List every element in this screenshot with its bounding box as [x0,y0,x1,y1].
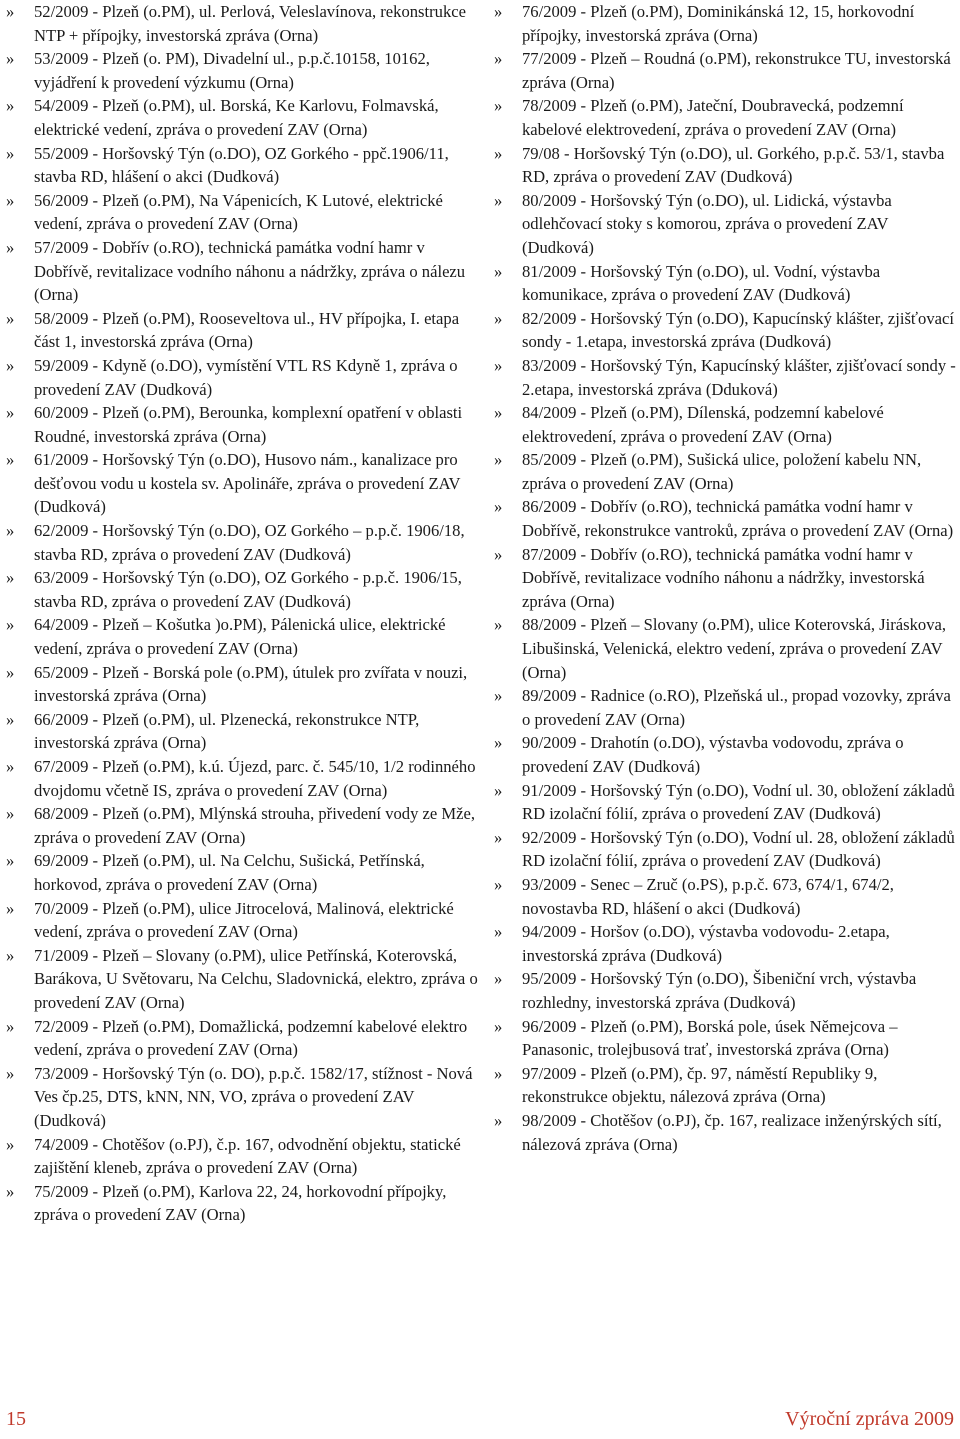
report-entry: » 61/2009 - Horšovský Týn (o.DO), Husovo nám., kanalizace pro dešťovou vodu u kostela sv. Apolináře, zpráva o provedení ZAV (Dudková) [0,448,478,519]
report-entry: » 97/2009 - Plzeň (o.PM), čp. 97, náměstí Republiky 9, rekonstrukce objektu, nálezová zpráva (Orna) [488,1062,960,1109]
report-entry: » 83/2009 - Horšovský Týn, Kapucínský klášter, zjišťovací sondy - 2.etapa, investorská zpráva (Dduková) [488,354,960,401]
report-entry: » 72/2009 - Plzeň (o.PM), Domažlická, podzemní kabelové elektro vedení, zpráva o provedení ZAV (Orna) [0,1015,478,1062]
report-entry: » 96/2009 - Plzeň (o.PM), Borská pole, úsek Němejcova – Panasonic, trolejbusová trať, investorská zpráva (Orna) [488,1015,960,1062]
report-entry: » 84/2009 - Plzeň (o.PM), Dílenská, podzemní kabelové elektrovedení, zpráva o provedení ZAV (Orna) [488,401,960,448]
report-entry: » 63/2009 - Horšovský Týn (o.DO), OZ Gorkého - p.p.č. 1906/15, stavba RD, zpráva o provedení ZAV (Dudková) [0,566,478,613]
report-entry: » 95/2009 - Horšovský Týn (o.DO), Šibeniční vrch, výstavba rozhledny, investorská zpráva (Dudková) [488,967,960,1014]
report-entry: » 53/2009 - Plzeň (o. PM), Divadelní ul., p.p.č.10158, 10162, vyjádření k provedení výzkumu (Orna) [0,47,478,94]
report-entry: » 77/2009 - Plzeň – Roudná (o.PM), rekonstrukce TU, investorská zpráva (Orna) [488,47,960,94]
report-entry: » 66/2009 - Plzeň (o.PM), ul. Plzenecká, rekonstrukce NTP, investorská zpráva (Orna) [0,708,478,755]
report-entry: » 73/2009 - Horšovský Týn (o. DO), p.p.č. 1582/17, stížnost - Nová Ves čp.25, DTS, kNN, NN, VO, zpráva o provedení ZAV (Dudková) [0,1062,478,1133]
report-entry: » 55/2009 - Horšovský Týn (o.DO), OZ Gorkého - ppč.1906/11, stavba RD, hlášení o akci (Dudková) [0,142,478,189]
right-column-list [488,0,960,1156]
report-entry: » 98/2009 - Chotěšov (o.PJ), čp. 167, realizace inženýrských sítí, nálezová zpráva (Orna) [488,1109,960,1156]
report-entry: » 93/2009 - Senec – Zruč (o.PS), p.p.č. 673, 674/1, 674/2, novostavba RD, hlášení o akci (Dudková) [488,873,960,920]
report-entry: » 90/2009 - Drahotín (o.DO), výstavba vodovodu, zpráva o provedení ZAV (Dudková) [488,731,960,778]
report-entry: » 89/2009 - Radnice (o.RO), Plzeňská ul., propad vozovky, zpráva o provedení ZAV (Orna) [488,684,960,731]
report-entry: » 81/2009 - Horšovský Týn (o.DO), ul. Vodní, výstavba komunikace, zpráva o provedení ZAV (Dudková) [488,260,960,307]
footer-title: Výroční zpráva 2009 [785,1408,954,1430]
report-entry: » 58/2009 - Plzeň (o.PM), Rooseveltova ul., HV přípojka, I. etapa část 1, investorská zpráva (Orna) [0,307,478,354]
report-entry: » 67/2009 - Plzeň (o.PM), k.ú. Újezd, parc. č. 545/10, 1/2 rodinného dvojdomu včetně IS, zpráva o provedení ZAV (Orna) [0,755,478,802]
report-entry: » 94/2009 - Horšov (o.DO), výstavba vodovodu- 2.etapa, investorská zpráva (Dudková) [488,920,960,967]
report-entry: » 68/2009 - Plzeň (o.PM), Mlýnská strouha, přivedení vody ze Mže, zpráva o provedení ZAV (Orna) [0,802,478,849]
report-entry: » 69/2009 - Plzeň (o.PM), ul. Na Celchu, Sušická, Petřínská, horkovod, zpráva o provedení ZAV (Orna) [0,849,478,896]
report-entry: » 71/2009 - Plzeň – Slovany (o.PM), ulice Petřínská, Koterovská, Barákova, U Světovaru, Na Celchu, Sladovnická, elektro, zpráva o provedení ZAV (Orna) [0,944,478,1015]
report-entry: » 74/2009 - Chotěšov (o.PJ), č.p. 167, odvodnění objektu, statické zajištění kleneb, zpráva o provedení ZAV (Orna) [0,1133,478,1180]
report-entry: » 60/2009 - Plzeň (o.PM), Berounka, komplexní opatření v oblasti Roudné, investorská zpráva (Orna) [0,401,478,448]
report-entry: » 85/2009 - Plzeň (o.PM), Sušická ulice, položení kabelu NN, zpráva o provedení ZAV (Orna) [488,448,960,495]
report-entry: » 57/2009 - Dobřív (o.RO), technická památka vodní hamr v Dobřívě, revitalizace vodního náhonu a nádržky, zpráva o nálezu (Orna) [0,236,478,307]
report-entry: » 87/2009 - Dobřív (o.RO), technická památka vodní hamr v Dobřívě, revitalizace vodního náhonu a nádržky, investorská zpráva (Orna) [488,543,960,614]
report-entry: » 79/08 - Horšovský Týn (o.DO), ul. Gorkého, p.p.č. 53/1, stavba RD, zpráva o provedení ZAV (Dudková) [488,142,960,189]
report-entry: » 56/2009 - Plzeň (o.PM), Na Vápenicích, K Lutové, elektrické vedení, zpráva o provedení ZAV (Orna) [0,189,478,236]
left-column-list [0,0,478,1227]
report-entry: » 62/2009 - Horšovský Týn (o.DO), OZ Gorkého – p.p.č. 1906/18, stavba RD, zpráva o provedení ZAV (Dudková) [0,519,478,566]
report-entry: » 75/2009 - Plzeň (o.PM), Karlova 22, 24, horkovodní přípojky, zpráva o provedení ZAV (Orna) [0,1180,478,1227]
report-entry: » 52/2009 - Plzeň (o.PM), ul. Perlová, Veleslavínova, rekonstrukce NTP + přípojky, investorská zpráva (Orna) [0,0,478,47]
report-entry: » 64/2009 - Plzeň – Košutka )o.PM), Pálenická ulice, elektrické vedení, zpráva o provedení ZAV (Orna) [0,613,478,660]
report-entry: » 65/2009 - Plzeň - Borská pole (o.PM), útulek pro zvířata v nouzi, investorská zpráva (Orna) [0,661,478,708]
report-entry: » 88/2009 - Plzeň – Slovany (o.PM), ulice Koterovská, Jiráskova, Libušinská, Velenická, elektro vedení, zpráva o provedení ZAV (Orna) [488,613,960,684]
report-entry: » 78/2009 - Plzeň (o.PM), Jateční, Doubravecká, podzemní kabelové elektrovedení, zpráva o provedení ZAV (Orna) [488,94,960,141]
report-entry: » 76/2009 - Plzeň (o.PM), Dominikánská 12, 15, horkovodní přípojky, investorská zpráva (Orna) [488,0,960,47]
report-entry: » 91/2009 - Horšovský Týn (o.DO), Vodní ul. 30, obložení základů RD izolační fólií, zpráva o provedení ZAV (Dudková) [488,779,960,826]
report-entry: » 92/2009 - Horšovský Týn (o.DO), Vodní ul. 28, obložení základů RD izolační fólií, zpráva o provedení ZAV (Dudková) [488,826,960,873]
report-entry: » 86/2009 - Dobřív (o.RO), technická památka vodní hamr v Dobřívě, rekonstrukce vantroků, zpráva o provedení ZAV (Orna) [488,495,960,542]
report-entry: » 70/2009 - Plzeň (o.PM), ulice Jitrocelová, Malinová, elektrické vedení, zpráva o provedení ZAV (Orna) [0,897,478,944]
page-number: 15 [6,1408,26,1430]
report-entry: » 80/2009 - Horšovský Týn (o.DO), ul. Lidická, výstavba odlehčovací stoky s komorou, zpráva o provedení ZAV (Dudková) [488,189,960,260]
report-entry: » 54/2009 - Plzeň (o.PM), ul. Borská, Ke Karlovu, Folmavská, elektrické vedení, zpráva o provedení ZAV (Orna) [0,94,478,141]
report-entry: » 82/2009 - Horšovský Týn (o.DO), Kapucínský klášter, zjišťovací sondy - 1.etapa, investorská zpráva (Dudková) [488,307,960,354]
report-entry: » 59/2009 - Kdyně (o.DO), vymístění VTL RS Kdyně 1, zpráva o provedení ZAV (Dudková) [0,354,478,401]
